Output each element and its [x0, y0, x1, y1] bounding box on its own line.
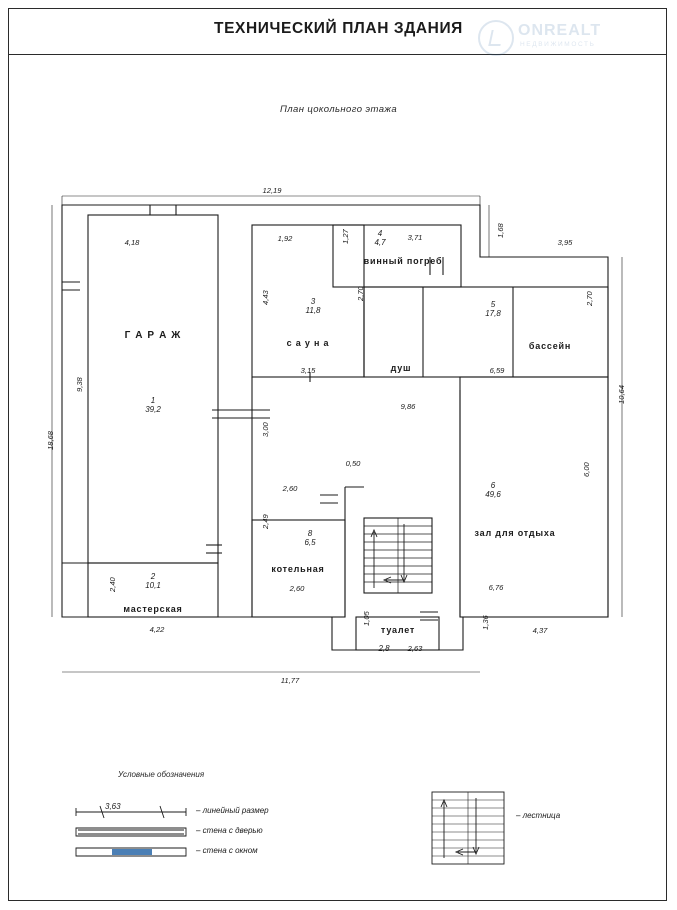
dim-boiler-bottom: 2,60 [289, 584, 305, 593]
dim-garage-left: 9,38 [75, 377, 84, 392]
room-label-sauna: с а у н а [286, 338, 330, 348]
room-area-sauna: 11,8 [305, 306, 321, 315]
dim-workshop-left: 2,40 [108, 577, 117, 592]
dim-top-right-small: 1,68 [496, 223, 505, 238]
room-number-pool: 5 [490, 300, 496, 309]
dim-pool-bottom: 6,59 [489, 366, 505, 375]
room-area-workshop: 10,1 [145, 581, 161, 590]
watermark-brand: ONREALT [518, 22, 602, 39]
room-area-boiler: 6,5 [304, 538, 316, 547]
dim-lounge-right: 6,00 [582, 462, 591, 477]
room-area-pool: 17,8 [485, 309, 501, 318]
room-number-sauna: 3 [310, 297, 316, 306]
room-label-boiler: котельная [271, 564, 325, 574]
room-label-pool: бассейн [528, 341, 572, 351]
legend-sample-size: 3,63 [105, 802, 121, 811]
dim-hall-left: 3,00 [261, 422, 270, 437]
room-label-toilet: туалет [380, 625, 416, 635]
room-number-wine-cellar: 4 [377, 229, 383, 238]
legend-symbols [0, 780, 677, 910]
dim-corridor-width: 9,86 [400, 402, 416, 411]
dim-wine-top: 3,71 [407, 233, 423, 242]
dim-step: 0,50 [345, 459, 361, 468]
dim-bottom-right-small: 1,36 [481, 615, 490, 630]
legend-title: Условные обозначения [118, 770, 205, 779]
room-number-workshop: 2 [150, 572, 156, 581]
room-label-lounge: зал для отдыха [474, 528, 556, 538]
room-label-shower: душ [390, 363, 412, 373]
room-area-garage: 39,2 [145, 405, 161, 414]
room-area-lounge: 49,6 [485, 490, 501, 499]
dim-lounge-bottom: 6,76 [488, 583, 504, 592]
dim-toilet-left: 1,05 [362, 611, 371, 626]
dim-workshop-bottom: 4,22 [149, 625, 165, 634]
dim-right-total: 10,64 [617, 384, 626, 404]
dim-pool-right: 2,70 [585, 291, 594, 306]
room-number-lounge: 6 [490, 481, 496, 490]
legend-item-stairs: – лестница [516, 811, 561, 820]
dim-bottom-right: 4,37 [532, 626, 548, 635]
dim-sauna-top: 1,92 [277, 234, 293, 243]
legend-item-window-wall: – стена с окном [196, 846, 258, 855]
watermark-tagline: НЕДВИЖИМОСТЬ [520, 41, 596, 48]
room-area-toilet: 2,8 [378, 644, 390, 653]
dim-top-main: 12,19 [262, 186, 282, 195]
dim-boiler-left: 2,49 [261, 514, 270, 529]
plan-subtitle: План цокольного этажа [279, 104, 397, 115]
room-area-wine-cellar: 4,7 [374, 238, 386, 247]
dim-top-right-segment: 3,95 [557, 238, 573, 247]
dim-toilet-bottom: 2,63 [407, 644, 423, 653]
room-number-garage: 1 [150, 396, 156, 405]
dim-hall-top: 2,60 [282, 484, 298, 493]
dim-garage-top: 4,18 [124, 238, 140, 247]
room-number-boiler: 8 [307, 529, 313, 538]
dim-shower-left: 2,70 [356, 286, 365, 301]
dim-sauna-bottom: 3,15 [300, 366, 316, 375]
room-label-wine-cellar: винный погреб [363, 256, 443, 266]
dim-bottom-main: 11,77 [280, 676, 300, 685]
legend-item-door-wall: – стена с дверью [196, 826, 263, 835]
dim-left-total: 18,68 [46, 430, 55, 450]
legend-item-linear: – линейный размер [196, 806, 269, 815]
dim-wine-left: 1,27 [341, 229, 350, 244]
dim-sauna-left: 4,43 [261, 290, 270, 305]
room-label-workshop: мастерская [123, 604, 183, 614]
room-label-garage: Г А Р А Ж [124, 330, 182, 341]
page-title: ТЕХНИЧЕСКИЙ ПЛАН ЗДАНИЯ [214, 20, 463, 37]
